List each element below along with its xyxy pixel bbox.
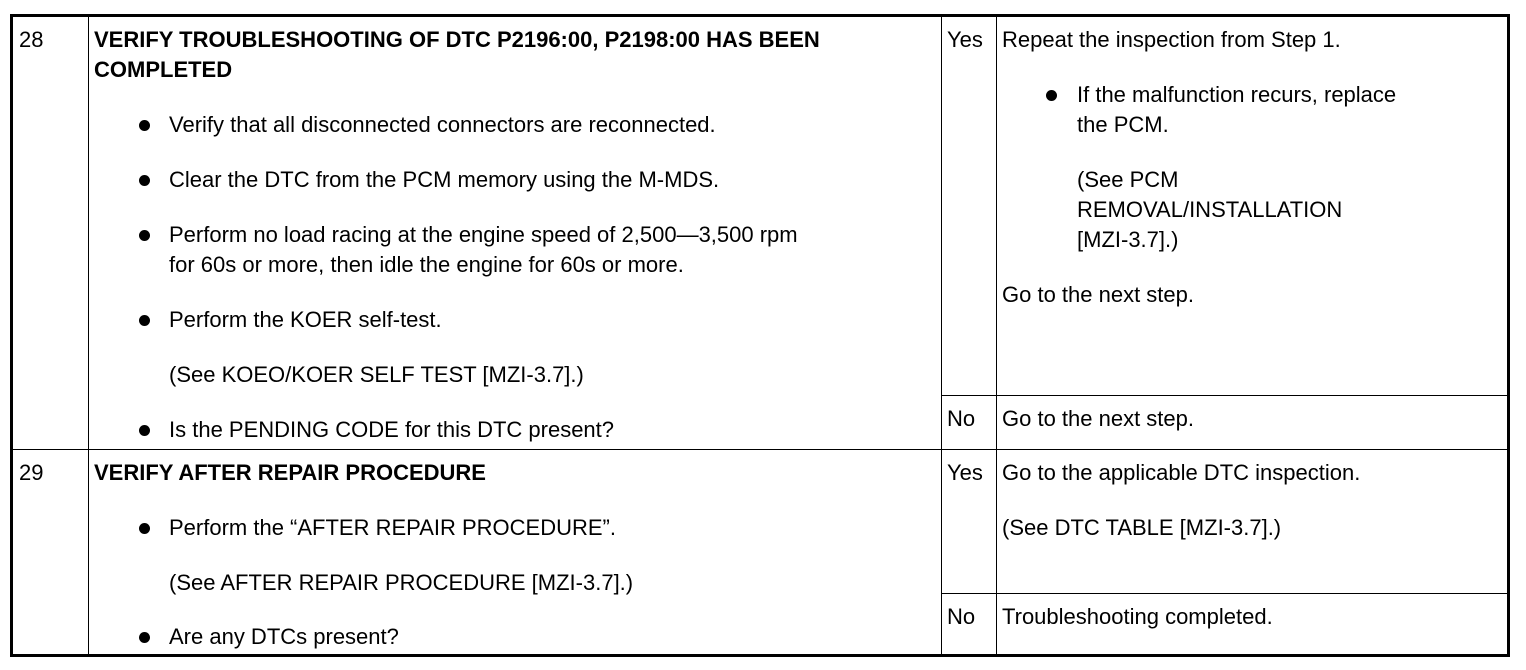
list-item: Are any DTCs present? [169, 624, 399, 649]
yes-label: Yes [947, 27, 983, 52]
no-label: No [947, 406, 976, 431]
no-label: No [947, 604, 976, 629]
step-title: COMPLETED [94, 57, 233, 82]
yes-reference: (See DTC TABLE [MZI-3.7].) [1002, 515, 1282, 540]
bullet-icon [139, 315, 150, 326]
reference-note: (See KOEO/KOER SELF TEST [MZI-3.7].) [169, 362, 584, 387]
yes-action: Go to the applicable DTC inspection. [1002, 460, 1361, 485]
list-item: Clear the DTC from the PCM memory using the M-MDS. [169, 167, 720, 192]
yes-action: Repeat the inspection from Step 1. [1002, 27, 1341, 52]
bullet-icon [139, 425, 150, 436]
list-item: Verify that all disconnected connectors are reconnected. [169, 112, 716, 137]
bullet-icon [139, 175, 150, 186]
yes-no-divider [941, 593, 1507, 594]
list-item: Perform no load racing at the engine speed of 2,500—3,500 rpm [169, 222, 798, 247]
column-divider [941, 17, 942, 654]
no-action: Troubleshooting completed. [1002, 604, 1273, 629]
list-item: Perform the KOER self-test. [169, 307, 442, 332]
yes-bullet-continued: the PCM. [1077, 112, 1169, 137]
reference-note: (See AFTER REPAIR PROCEDURE [MZI-3.7].) [169, 570, 634, 595]
bullet-icon [139, 120, 150, 131]
step-title: VERIFY AFTER REPAIR PROCEDURE [94, 460, 486, 485]
bullet-icon [139, 523, 150, 534]
yes-reference: [MZI-3.7].) [1077, 227, 1179, 252]
no-action: Go to the next step. [1002, 406, 1195, 431]
bullet-icon [139, 632, 150, 643]
column-divider [996, 17, 997, 654]
list-item: Perform the “AFTER REPAIR PROCEDURE”. [169, 515, 616, 540]
column-divider [88, 17, 89, 654]
step-title: VERIFY TROUBLESHOOTING OF DTC P2196:00, P2198:00 HAS BEEN [94, 27, 820, 52]
yes-reference: (See PCM [1077, 167, 1179, 192]
yes-reference: REMOVAL/INSTALLATION [1077, 197, 1343, 222]
bullet-icon [1046, 90, 1057, 101]
list-item: Is the PENDING CODE for this DTC present? [169, 417, 615, 442]
troubleshooting-table [10, 14, 1510, 657]
row-divider [13, 449, 1507, 450]
step-number: 28 [19, 27, 44, 52]
step-number: 29 [19, 460, 44, 485]
list-item-continued: for 60s or more, then idle the engine for 60s or more. [169, 252, 684, 277]
yes-bullet: If the malfunction recurs, replace [1077, 82, 1397, 107]
yes-label: Yes [947, 460, 983, 485]
bullet-icon [139, 230, 150, 241]
yes-next-step: Go to the next step. [1002, 282, 1195, 307]
yes-no-divider [941, 395, 1507, 396]
